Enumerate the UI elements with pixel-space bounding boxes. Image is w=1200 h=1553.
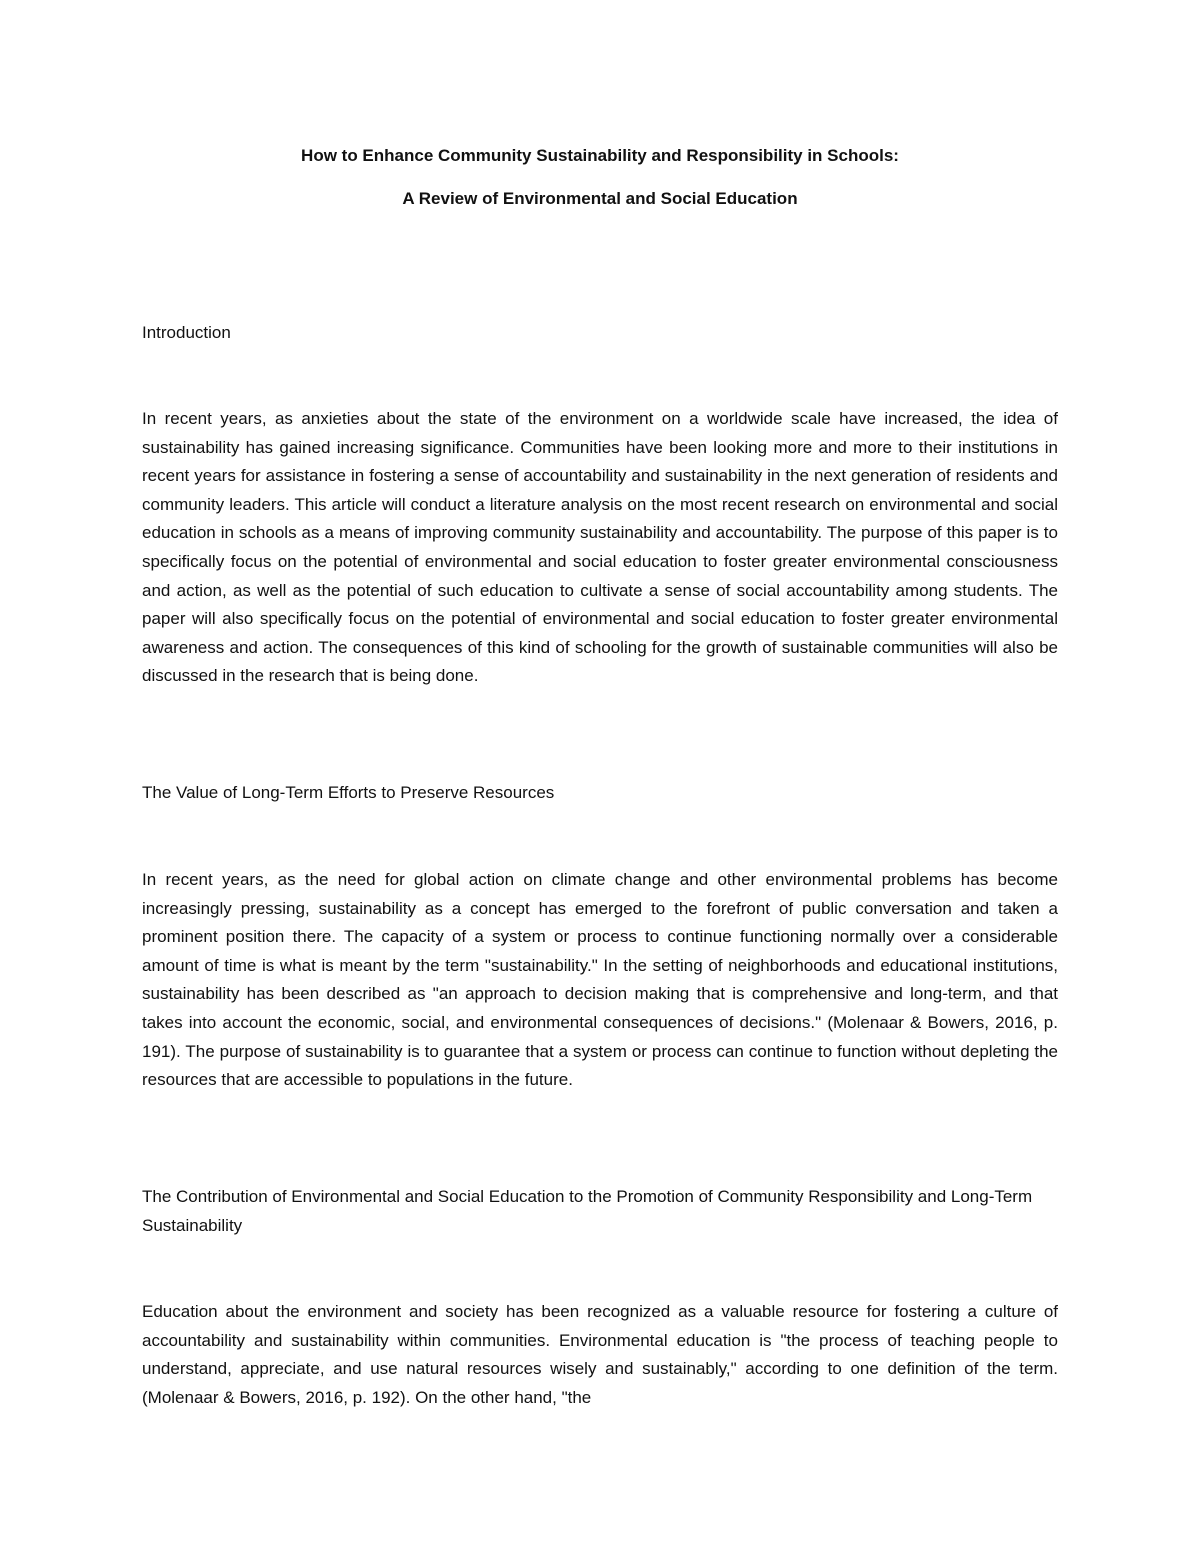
document-subtitle: A Review of Environmental and Social Education (402, 189, 798, 208)
section-body-introduction: In recent years, as anxieties about the state of the environment on a worldwide scale have increased, the idea of sustainability has gained increasing significance. Communities have been looking more and more to their institutions in recent years for assistance in fostering a sense of accountability and sustainability in the next generation of residents and community leaders. This article will conduct a literature analysis on the most recent research on environmental and social education in schools as a means of improving community sustainability and accountability. The purpose of this paper is to specifically focus on the potential of environmental and social education to foster greater environmental consciousness and action, as well as the potential of such education to cultivate a sense of social accountability among students. The paper will also specifically focus on the potential of environmental and social education to foster greater environmental awareness and action. The consequences of this kind of schooling for the growth of sustainable communities will also be discussed in the research that is being done. (142, 409, 1058, 686)
section-heading-contribution: The Contribution of Environmental and Social Education to the Promotion of Community Responsibility and Long-Term Sustainability (142, 1187, 1033, 1235)
section-body-value: In recent years, as the need for global action on climate change and other environmental problems has become increasingly pressing, sustainability as a concept has emerged to the forefront of public conversation and taken a prominent position there. The capacity of a system or process to continue functioning normally over a considerable amount of time is what is meant by the term "sustainability." In the setting of neighborhoods and educational institutions, sustainability has been described as "an approach to decision making that is comprehensive and long-term, and that takes into account the economic, social, and environmental consequences of decisions." (Molenaar & Bowers, 2016, p. 191). The purpose of sustainability is to guarantee that a system or process can continue to function without depleting the resources that are accessible to populations in the future. (142, 870, 1058, 1090)
section-heading-value: The Value of Long-Term Efforts to Preserve Resources (142, 783, 555, 802)
document-title: How to Enhance Community Sustainability and Responsibility in Schools: (301, 146, 899, 165)
section-heading-introduction: Introduction (142, 323, 231, 342)
section-body-contribution: Education about the environment and society has been recognized as a valuable resource for fostering a culture of accountability and sustainability within communities. Environmental education is "the process of teaching people to understand, appreciate, and use natural resources wisely and sustainably," according to one definition of the term. (Molenaar & Bowers, 2016, p. 192). On the other hand, "the (142, 1302, 1058, 1407)
